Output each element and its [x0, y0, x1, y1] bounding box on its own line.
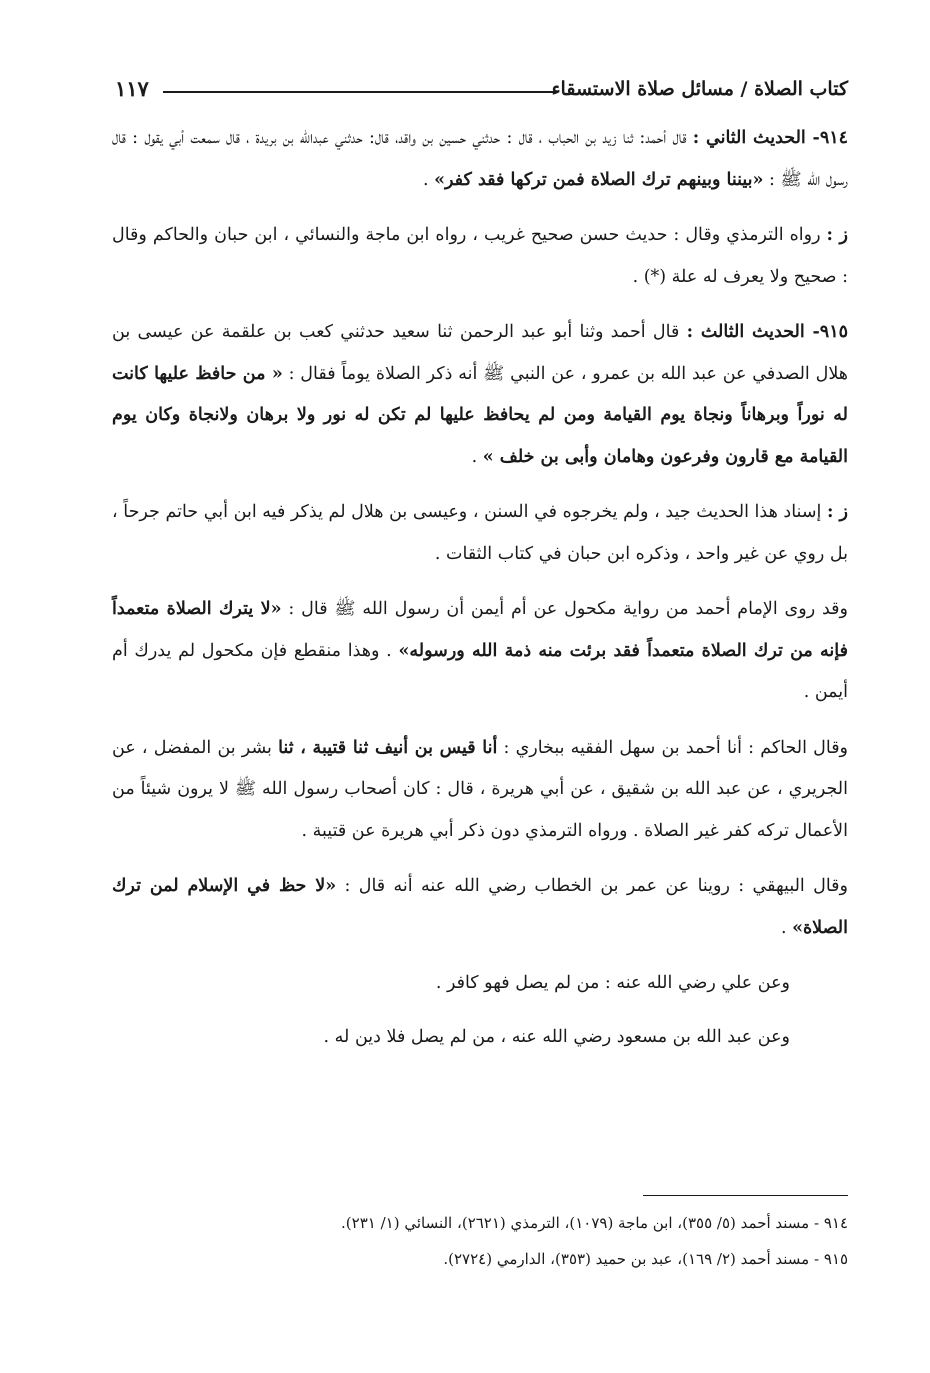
footnote-914: ٩١٤ - مسند أحمد (٥/ ٣٥٥)، ابن ماجة (١٠٧٩)، الترمذي (٢٦٢١)، النسائي (١/ ٢٣١). [341, 1214, 848, 1232]
paragraph-text: قال أحمد وثنا أبو عبد الرحمن ثنا سعيد حدثني كعب بن علقمة عن عيسى بن هلال الصدفي عن عبد الله بن عمرو ، عن النبي ﷺ أنه ذكر الصلاة يوماً فقال : [112, 322, 849, 384]
paragraph-tail: . وهذا منقطع فإن مكحول لم يدرك أم أيمن . [112, 640, 848, 702]
paragraph-text: وقال الحاكم : أنا أحمد بن سهل الفقيه ببخاري : [497, 737, 849, 758]
hadith-quote: « من حافظ عليها كانت له نوراً وبرهاناً ونجاة يوم القيامة ومن لم يحافظ عليها لم تكن له نور ولا برهان ولانجاة وكان يوم القيامة مع قارون وفرعون وهامان وأبى بن خلف » [112, 363, 848, 467]
paragraph-tail: . [471, 446, 483, 467]
paragraph-hadith-914 [112, 118, 848, 201]
isnad-bold: أنا قيس بن أنيف ثنا قتيبة ، ثنا [278, 737, 498, 758]
paragraph-text: وقد روى الإمام أحمد من رواية مكحول عن أم أيمن أن رسول الله ﷺ قال : [281, 599, 848, 619]
footnotes [112, 1205, 848, 1277]
paragraph-commentary-915 [112, 492, 848, 575]
paragraph-tail: بشر بن المفضل ، عن الجريري ، عن عبد الله بن شقيق ، عن أبي هريرة ، قال : كان أصحاب رسول الله ﷺ لا يرون شيئاً من الأعمال تركه كفر غير الصلاة . ورواه الترمذي دون ذكر أبي هريرة عن قتيبة . [112, 737, 848, 841]
paragraph-text: وعن علي رضي الله عنه : من لم يصل فهو كافر . [435, 973, 790, 993]
paragraph-tail: . [422, 169, 435, 190]
page-header [115, 70, 848, 110]
paragraph-hakim [112, 728, 848, 853]
paragraph-text: وعن عبد الله بن مسعود رضي الله عنه ، من لم يصل فلا دين له . [323, 1026, 790, 1047]
paragraph-makhul [112, 589, 848, 714]
header-rule [163, 91, 558, 93]
footnote-915: ٩١٥ - مسند أحمد (٢/ ١٦٩)، عبد بن حميد (٣٥٣)، الدارمي (٢٧٢٤). [443, 1250, 848, 1268]
hadith-quote: «لا يترك الصلاة متعمداً فإنه من ترك الصلاة متعمداً فقد برئت منه ذمة الله ورسوله» [112, 599, 848, 661]
paragraph-text: وقال البيهقي : روينا عن عمر بن الخطاب رضي الله عنه أنه قال : [336, 876, 848, 896]
hadith-heading: ٩١٤- الحديث الثاني : [692, 128, 849, 148]
hadith-heading: ٩١٥- الحديث الثالث : [686, 322, 848, 342]
paragraph-text: قال أحمد: ثنا زيد بن الحباب ، قال : حدثني حسين بن واقد، قال: حدثني عبدالله بن بريدة ، قال سمعت أبي يقول : قال رسول الله ﷺ : [112, 128, 848, 190]
footnote-rule [643, 1195, 848, 1196]
main-text [112, 118, 848, 1070]
paragraph-text: رواه الترمذي وقال : حديث حسن صحيح غريب ، رواه ابن ماجة والنسائي ، ابن حبان والحاكم وقال : صحيح ولا يعرف له علة (*) . [112, 225, 848, 287]
paragraph-text: إسناد هذا الحديث جيد ، ولم يخرجوه في السنن ، وعيسى بن هلال لم يذكر فيه ابن أبي حاتم جرحاً ، بل روي عن غير واحد ، وذكره ابن حبان في كتاب الثقات . [112, 502, 848, 564]
paragraph-ibn-masud [112, 1017, 848, 1059]
page-number: ١١٧ [115, 76, 149, 101]
paragraph-commentary-914 [112, 215, 848, 298]
paragraph-hadith-915 [112, 312, 848, 478]
hadith-quote: «لا حظ في الإسلام لمن ترك الصلاة» [112, 876, 848, 938]
running-title: كتاب الصلاة / مسائل صلاة الاستسقاء [551, 78, 848, 100]
paragraph-tail: . [780, 917, 793, 938]
paragraph-ali [112, 963, 848, 1005]
commentary-marker: ز : [826, 502, 848, 522]
commentary-marker: ز : [826, 225, 848, 245]
paragraph-bayhaqi [112, 866, 848, 949]
hadith-quote: «بيننا وبينهم ترك الصلاة فمن تركها فقد كفر» [434, 169, 764, 190]
